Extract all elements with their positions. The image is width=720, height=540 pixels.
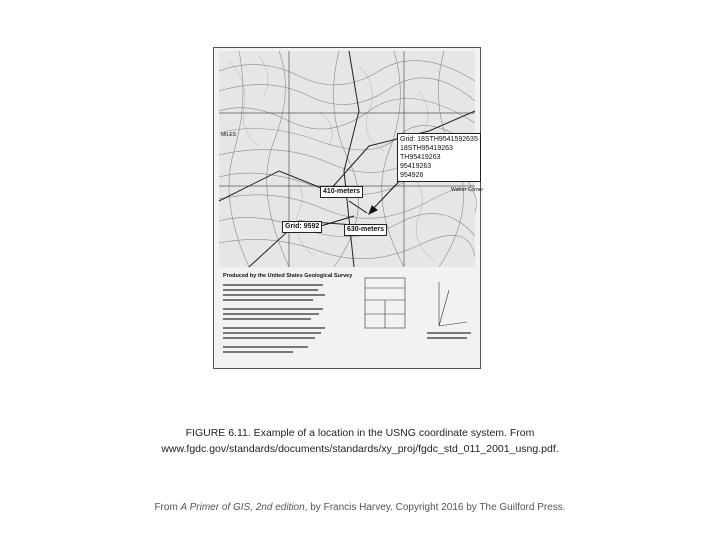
caption-line-1: FIGURE 6.11. Example of a location in the USNG coordinate system. From <box>185 427 535 439</box>
grid-short-label: Grid: 9592 <box>282 221 322 233</box>
legend-title: Produced by the United States Geological Survey <box>223 273 353 279</box>
grid-label-text: Grid: 18STH9541592635 18STH95419263 TH95419263 95419263 954926 <box>400 136 478 179</box>
caption-line-2: www.fgdc.gov/standards/documents/standards/xy_proj/fgdc_std_011_2001_usng.pdf. <box>161 443 559 455</box>
footer-prefix: From <box>154 502 181 513</box>
copyright-footer <box>100 502 620 513</box>
distance-label-top: 410-meters <box>320 186 363 198</box>
footer-book-title: A Primer of GIS, 2nd edition <box>180 502 305 513</box>
svg-text:MILES: MILES <box>221 132 237 138</box>
grid-label-box <box>397 133 481 182</box>
usng-map-figure <box>213 47 484 369</box>
map-label-right: Walker Corner <box>451 187 484 193</box>
figure-caption <box>140 425 580 457</box>
distance-label-bottom: 630-meters <box>344 224 387 236</box>
map-legend <box>219 270 475 364</box>
footer-suffix: , by Francis Harvey. Copyright 2016 by The Guilford Press. <box>304 502 566 513</box>
